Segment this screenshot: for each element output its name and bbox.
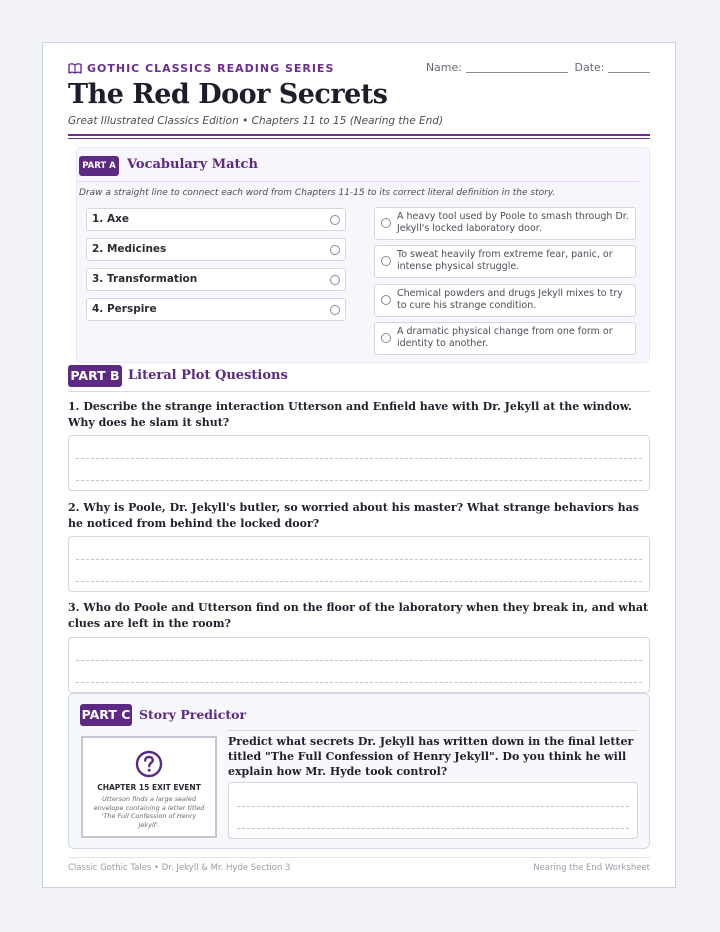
vocab-definition: A dramatic physical change from one form or identity to another. bbox=[374, 322, 636, 355]
part-c-title: Story Predictor bbox=[139, 707, 247, 722]
word-connector-radio[interactable] bbox=[330, 245, 340, 255]
word-connector-radio[interactable] bbox=[330, 215, 340, 225]
part-b-badge: PART B bbox=[68, 365, 122, 387]
part-a-instructions: Draw a straight line to connect each word from Chapters 11-15 to its correct literal definition in the story. bbox=[79, 188, 556, 198]
answer-box[interactable] bbox=[68, 637, 650, 693]
title-rule bbox=[68, 134, 650, 136]
date-blank[interactable] bbox=[608, 72, 650, 73]
footer-right: Nearing the End Worksheet bbox=[533, 863, 650, 873]
answer-line bbox=[76, 559, 642, 560]
series-label: GOTHIC CLASSICS READING SERIES bbox=[68, 62, 334, 75]
divider bbox=[68, 391, 650, 392]
part-c-section bbox=[68, 693, 650, 849]
definition-connector-radio[interactable] bbox=[381, 218, 391, 228]
name-blank[interactable] bbox=[466, 72, 568, 73]
exit-event-description: Utterson finds a large sealed envelope containing a letter titled 'The Full Confession of Henry Jekyll'. bbox=[93, 795, 205, 829]
divider bbox=[77, 181, 641, 182]
answer-line bbox=[76, 458, 642, 459]
predict-question: Predict what secrets Dr. Jekyll has written down in the final letter titled "The Full Confession of Henry Jekyll". Do you think he will explain how Mr. Hyde took control? bbox=[228, 735, 634, 778]
question-text: 2. Why is Poole, Dr. Jekyll's butler, so worried about his master? What strange behaviors has he noticed from behind the locked door? bbox=[68, 501, 639, 530]
answer-line bbox=[76, 581, 642, 582]
worksheet-page bbox=[42, 42, 676, 888]
name-label: Name: bbox=[425, 61, 462, 74]
footer-divider bbox=[68, 857, 650, 858]
page-title: The Red Door Secrets bbox=[68, 79, 388, 110]
vocab-definition: A heavy tool used by Poole to smash through Dr. Jekyll's locked laboratory door. bbox=[374, 207, 636, 240]
open-book-icon bbox=[68, 63, 82, 74]
vocab-definition: Chemical powders and drugs Jekyll mixes to try to cure his strange condition. bbox=[374, 284, 636, 317]
question-text: 3. Who do Poole and Utterson find on the floor of the laboratory when they break in, and what clues are left in the room? bbox=[68, 601, 649, 630]
vocab-word: 4. Perspire bbox=[86, 298, 346, 321]
page-subtitle: Great Illustrated Classics Edition • Chapters 11 to 15 (Nearing the End) bbox=[68, 115, 444, 127]
question-text: 1. Describe the strange interaction Utterson and Enfield have with Dr. Jekyll at the window. Why does he slam it shut? bbox=[68, 400, 632, 429]
answer-box[interactable] bbox=[228, 782, 638, 839]
exit-event-card bbox=[81, 736, 217, 838]
vocab-definition: To sweat heavily from extreme fear, panic, or intense physical struggle. bbox=[374, 245, 636, 278]
exit-event-title: CHAPTER 15 EXIT EVENT bbox=[97, 783, 201, 792]
part-a-section bbox=[76, 147, 650, 363]
answer-box[interactable] bbox=[68, 435, 650, 491]
word-connector-radio[interactable] bbox=[330, 305, 340, 315]
vocab-word: 3. Transformation bbox=[86, 268, 346, 291]
title-rule-thin bbox=[68, 138, 650, 139]
definition-connector-radio[interactable] bbox=[381, 295, 391, 305]
definition-connector-radio[interactable] bbox=[381, 256, 391, 266]
vocab-word: 1. Axe bbox=[86, 208, 346, 231]
answer-line bbox=[76, 682, 642, 683]
definition-connector-radio[interactable] bbox=[381, 333, 391, 343]
word-connector-radio[interactable] bbox=[330, 275, 340, 285]
answer-line bbox=[76, 660, 642, 661]
footer-left: Classic Gothic Tales • Dr. Jekyll & Mr. Hyde Section 3 bbox=[68, 863, 291, 873]
answer-line bbox=[237, 828, 629, 829]
part-a-badge: PART A bbox=[79, 156, 119, 176]
part-c-badge: PART C bbox=[80, 704, 132, 726]
answer-box[interactable] bbox=[68, 536, 650, 592]
question-circle-icon bbox=[135, 750, 163, 778]
vocab-word: 2. Medicines bbox=[86, 238, 346, 261]
part-a-title: Vocabulary Match bbox=[127, 157, 258, 172]
part-b-title: Literal Plot Questions bbox=[128, 368, 288, 383]
name-date-fields bbox=[426, 61, 650, 74]
answer-line bbox=[76, 480, 642, 481]
date-label: Date: bbox=[574, 61, 605, 74]
answer-line bbox=[237, 806, 629, 807]
divider bbox=[227, 730, 638, 731]
